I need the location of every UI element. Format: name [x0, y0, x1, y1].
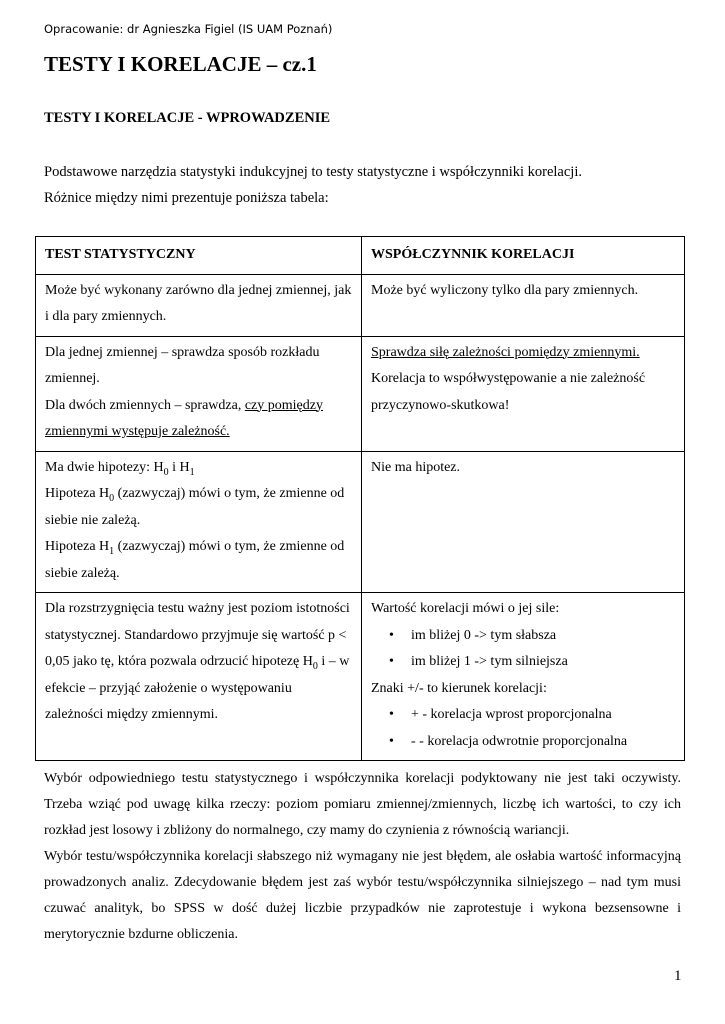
list-item: • im bliżej 1 -> tym silniejsza [411, 649, 675, 676]
intro-paragraph [44, 159, 684, 211]
cell-test-significance [36, 593, 362, 761]
page-number: 1 [674, 968, 682, 984]
subscript: 1 [109, 545, 115, 557]
text-span: Dla rozstrzygnięcia testu ważny jest poziom istotności statystycznej. Standardowo przyjmuje się wartość p < 0,05 jako tę, która pozwala odrzucić hipotezę H [45, 601, 350, 669]
text-line [45, 534, 352, 587]
document-title: TESTY I KORELACJE – cz.1 [44, 52, 317, 76]
body-text [44, 766, 681, 948]
underlined-text: Sprawdza siłę zależności pomiędzy zmiennymi. [371, 344, 640, 360]
table-header-row [36, 237, 685, 275]
header-correlation: WSPÓŁCZYNNIK KORELACJI [362, 237, 685, 275]
text-span: Ma dwie hipotezy: H [45, 459, 164, 475]
section-heading: TESTY I KORELACJE - WPROWADZENIE [44, 110, 331, 126]
text-line [45, 455, 352, 482]
text-line: Znaki +/- to kierunek korelacji: [371, 680, 547, 696]
cell-correlation-value [362, 593, 685, 761]
subscript: 0 [109, 492, 115, 504]
cell-correlation-purpose [362, 336, 685, 451]
intro-line-1: Podstawowe narzędzia statystyki indukcyjnej to testy statystyczne i współczynniki korelacji. [44, 164, 582, 180]
text-span: i H [168, 459, 190, 475]
strength-list [371, 623, 675, 676]
subscript: 0 [312, 660, 318, 672]
header-test: TEST STATYSTYCZNY [36, 237, 362, 275]
cell-test-purpose [36, 336, 362, 451]
table-row [36, 593, 685, 761]
direction-list [371, 702, 675, 755]
list-item: • im bliżej 0 -> tym słabsza [411, 623, 675, 650]
list-item: • + - korelacja wprost proporcjonalna [411, 702, 675, 729]
text-span: (zazwyczaj) mówi o tym, że zmienne od siebie zależą. [45, 539, 345, 581]
table-row [36, 336, 685, 451]
table-row [36, 274, 685, 336]
running-header: Opracowanie: dr Agnieszka Figiel (IS UAM Poznań) [44, 22, 333, 36]
cell-test-hypotheses [36, 451, 362, 593]
underlined-text: czy pomiędzy zmiennymi występuje zależność. [45, 397, 323, 439]
text-span: Hipoteza H [45, 539, 110, 554]
cell-correlation-scope: Może być wyliczony tylko dla pary zmiennych. [362, 274, 685, 336]
subscript: 1 [189, 466, 195, 478]
subscript: 0 [163, 466, 169, 478]
text-span: Dla dwóch zmiennych – sprawdza, [45, 397, 245, 413]
text-span: (zazwyczaj) mówi o tym, że zmienne od siebie nie zależą. [45, 486, 345, 528]
table-row [36, 451, 685, 593]
cell-test-scope: Może być wykonany zarówno dla jednej zmiennej, jak i dla pary zmiennych. [36, 274, 362, 336]
text-line: Korelacja to współwystępowanie a nie zależność przyczynowo-skutkowa! [371, 371, 646, 413]
text-line [45, 393, 352, 446]
comparison-table [35, 236, 685, 761]
intro-line-2: Różnice między nimi prezentuje poniższa tabela: [44, 190, 329, 206]
text-span: i – w efekcie – przyjąć założenie o występowaniu zależności między zmiennymi. [45, 654, 350, 722]
list-item: • - - korelacja odwrotnie proporcjonalna [411, 729, 675, 756]
text-span: Hipoteza H [45, 486, 110, 501]
text-line: Wartość korelacji mówi o jej sile: [371, 601, 560, 616]
paragraph: Wybór odpowiedniego testu statystycznego i współczynnika korelacji podyktowany nie jest taki oczywisty. Trzeba wziąć pod uwagę kilka rzeczy: poziom pomiaru zmiennej/zmiennych, liczbę ich wartości, to czy ich rozkład jest losowy i zbliżony do normalnego, czy mamy do czynienia z równością wariancji. [44, 771, 681, 838]
cell-correlation-hypotheses: Nie ma hipotez. [362, 451, 685, 593]
text-line: Dla jednej zmiennej – sprawdza sposób rozkładu zmiennej. [45, 344, 320, 386]
paragraph: Wybór testu/współczynnika korelacji słabszego niż wymagany nie jest błędem, ale osłabia wartość informacyjną prowadzonych analiz. Zdecydowanie błędem jest zaś wybór testu/współczynnika silniejszego – nad tym musi czuwać analityk, bo SPSS w dość dużej liczbie przypadków nie zaprotestuje i wykona bezsensowne i merytorycznie bzdurne obliczenia. [44, 849, 681, 942]
text-line [45, 481, 352, 534]
